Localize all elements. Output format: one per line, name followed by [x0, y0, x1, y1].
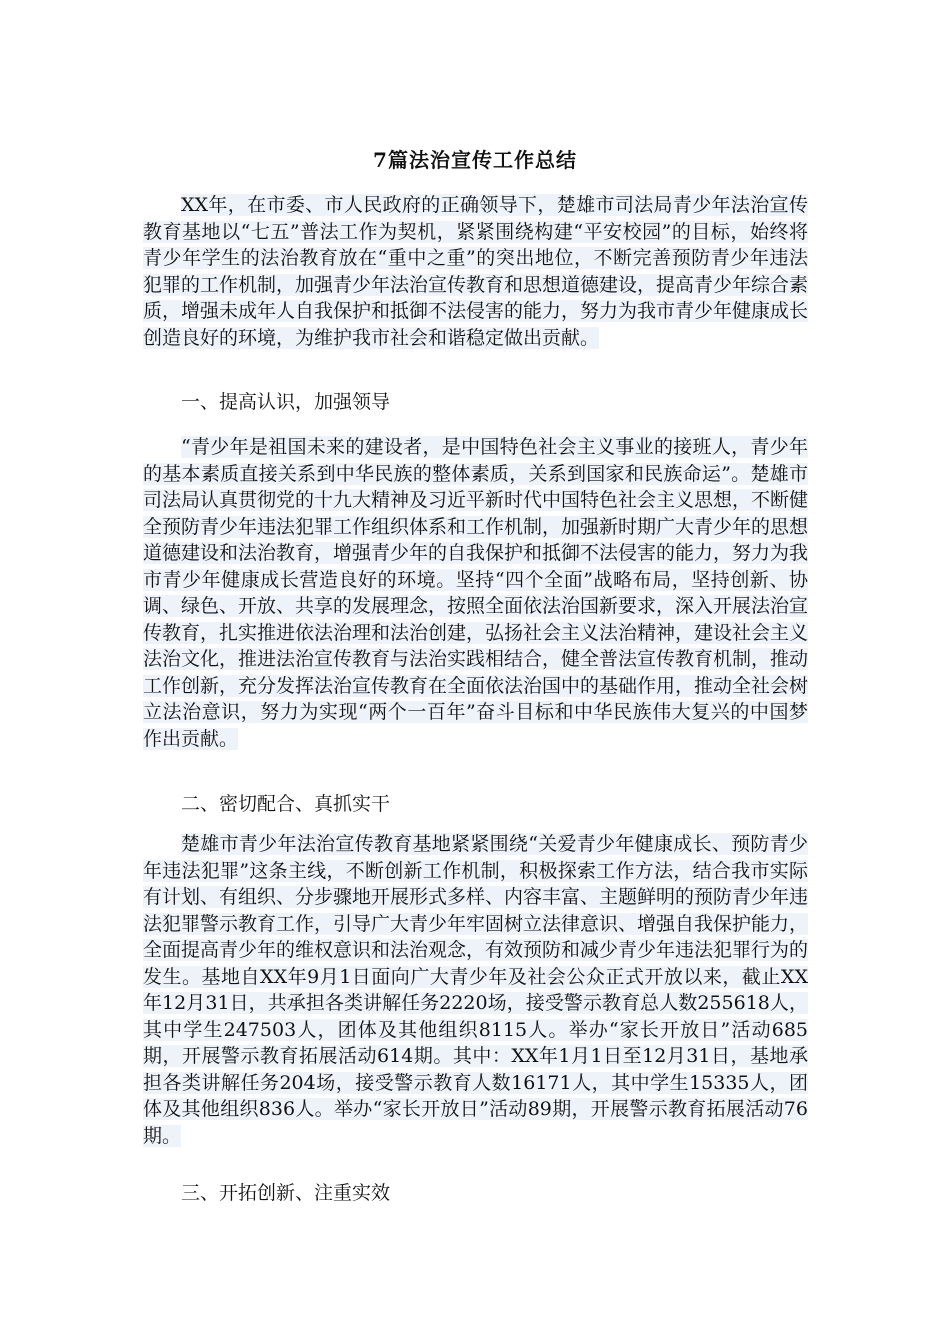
paragraph-intro [143, 192, 808, 351]
section-heading-2: 二、密切配合、真抓实干 [181, 793, 391, 815]
paragraph-section-1 [143, 434, 808, 752]
paragraph-intro-text: XX年，在市委、市人民政府的正确领导下，楚雄市司法局青少年法治宣传教育基地以“七五”普法工作为契机，紧紧围绕构建“平安校园”的目标，始终将青少年学生的法治教育放在“重中之重”的突出地位，不断完善预防青少年违法犯罪的工作机制，加强青少年法治宣传教育和思想道德建设，提高青少年综合素质，增强未成年人自我保护和抵御不法侵害的能力，努力为我市青少年健康成长创造良好的环境，为维护我市社会和谐稳定做出贡献。 [143, 194, 809, 349]
paragraph-section-2 [143, 831, 808, 1149]
section-heading-1: 一、提高认识，加强领导 [181, 391, 391, 413]
document-title: 7篇法治宣传工作总结 [373, 148, 577, 172]
paragraph-section-2-text: 楚雄市青少年法治宣传教育基地紧紧围绕“关爱青少年健康成长、预防青少年违法犯罪”这条主线，不断创新工作机制，积极探索工作方法，结合我市实际有计划、有组织、分步骤地开展形式多样、内容丰富、主题鲜明的预防青少年违法犯罪警示教育工作，引导广大青少年牢固树立法律意识、增强自我保护能力，全面提高青少年的维权意识和法治观念，有效预防和减少青少年违法犯罪行为的发生。基地自XX年9月1日面向广大青少年及社会公众正式开放以来，截止XX年12月31日，共承担各类讲解任务2220场，接受警示教育总人数255618人，其中学生247503人，团体及其他组织8115人。举办“家长开放日”活动685期，开展警示教育拓展活动614期。其中：XX年1月1日至12月31日，基地承担各类讲解任务204场，接受警示教育人数16171人，其中学生15335人，团体及其他组织836人。举办“家长开放日”活动89期，开展警示教育拓展活动76期。 [143, 833, 809, 1147]
paragraph-section-1-text: “青少年是祖国未来的建设者，是中国特色社会主义事业的接班人，青少年的基本素质直接关系到中华民族的整体素质，关系到国家和民族命运”。楚雄市司法局认真贯彻党的十九大精神及习近平新时代中国特色社会主义思想，不断健全预防青少年违法犯罪工作组织体系和工作机制，加强新时期广大青少年的思想道德建设和法治教育，增强青少年的自我保护和抵御不法侵害的能力，努力为我市青少年健康成长营造良好的环境。坚持“四个全面”战略布局，坚持创新、协调、绿色、开放、共享的发展理念，按照全面依法治国新要求，深入开展法治宣传教育，扎实推进依法治理和法治创建，弘扬社会主义法治精神，建设社会主义法治文化，推进法治宣传教育与法治实践相结合，健全普法宣传教育机制，推动工作创新，充分发挥法治宣传教育在全面依法治国中的基础作用，推动全社会树立法治意识，努力为实现“两个一百年”奋斗目标和中华民族伟大复兴的中国梦作出贡献。 [143, 436, 809, 750]
section-heading-3: 三、开拓创新、注重实效 [181, 1182, 391, 1204]
